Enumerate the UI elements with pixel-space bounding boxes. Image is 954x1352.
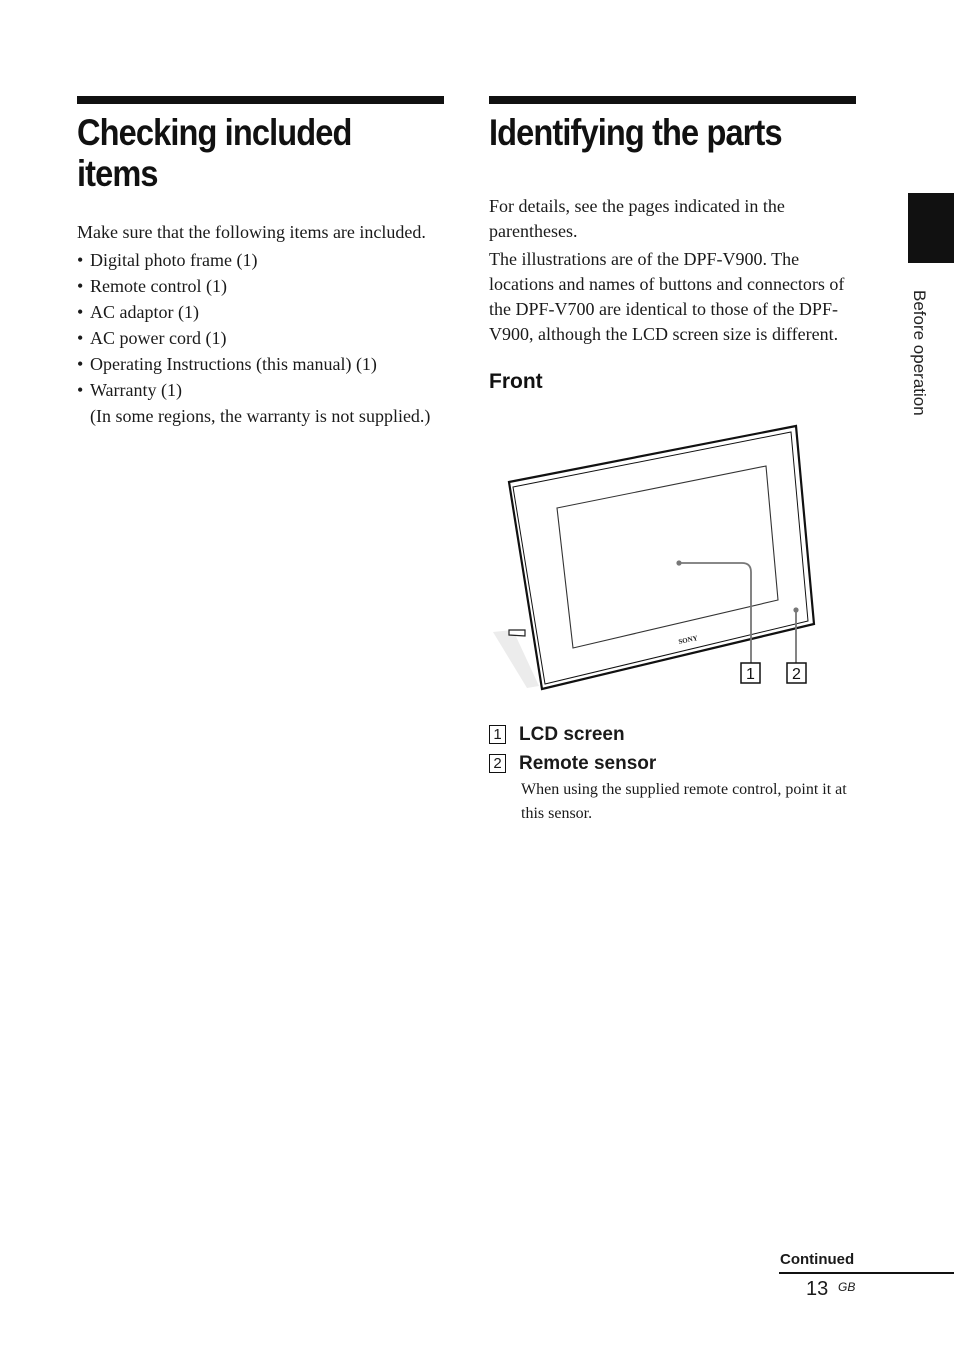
section-tab-marker: [908, 193, 954, 263]
part-item-lcd: [489, 720, 856, 749]
callout-number-1: 1: [746, 666, 755, 683]
list-item: • Remote control (1): [77, 273, 444, 299]
bullet: •: [77, 380, 84, 400]
heading-rule: [77, 96, 444, 104]
remote-sensor-description: When using the supplied remote control, point it at this sensor.: [521, 781, 847, 822]
frame-stand: [509, 630, 525, 636]
illustration-paragraph: The illustrations are of the DPF-V900. The locations and names of buttons and connectors of the DPF-V700 are identical to those of the DPF-V900, although the LCD screen size is different.: [489, 249, 845, 344]
included-items-list: [77, 247, 444, 403]
part-label: Remote sensor: [519, 752, 657, 774]
frame-stand-shadow: [493, 630, 539, 688]
front-heading: Front: [489, 370, 543, 393]
part-number-box: 2: [489, 754, 506, 773]
page-number-suffix: GB: [838, 1280, 856, 1294]
bullet: •: [77, 276, 84, 296]
list-item: • Warranty (1): [77, 377, 444, 403]
list-item: • Operating Instructions (this manual) (1): [77, 351, 444, 377]
list-item: • AC adaptor (1): [77, 299, 444, 325]
bullet: •: [77, 354, 84, 374]
identifying-parts-section: [489, 96, 856, 394]
list-item: • Digital photo frame (1): [77, 247, 444, 273]
part-number-box: 1: [489, 725, 506, 744]
parts-legend: [489, 720, 856, 826]
page-number: 13: [806, 1278, 829, 1300]
checking-items-intro: Make sure that the following items are included.: [77, 222, 426, 242]
photo-frame-illustration: [489, 418, 829, 698]
bullet: •: [77, 302, 84, 322]
warranty-note: (In some regions, the warranty is not supplied.): [90, 406, 431, 426]
bullet: •: [77, 328, 84, 348]
bullet: •: [77, 250, 84, 270]
part-label: LCD screen: [519, 723, 625, 745]
footer-rule: [779, 1272, 954, 1274]
checking-items-title: Checking included items: [77, 112, 352, 194]
continued-label: Continued: [780, 1251, 855, 1268]
callout-number-2: 2: [792, 666, 801, 683]
heading-rule: [489, 96, 856, 104]
checking-items-section: [77, 96, 444, 429]
details-paragraph: For details, see the pages indicated in the parentheses.: [489, 196, 785, 241]
identifying-parts-title: Identifying the parts: [489, 112, 782, 153]
list-item: • AC power cord (1): [77, 325, 444, 351]
brand-logo: SONY: [677, 634, 699, 646]
part-item-remote-sensor: [489, 749, 856, 778]
section-side-label: Before operation: [910, 290, 929, 416]
